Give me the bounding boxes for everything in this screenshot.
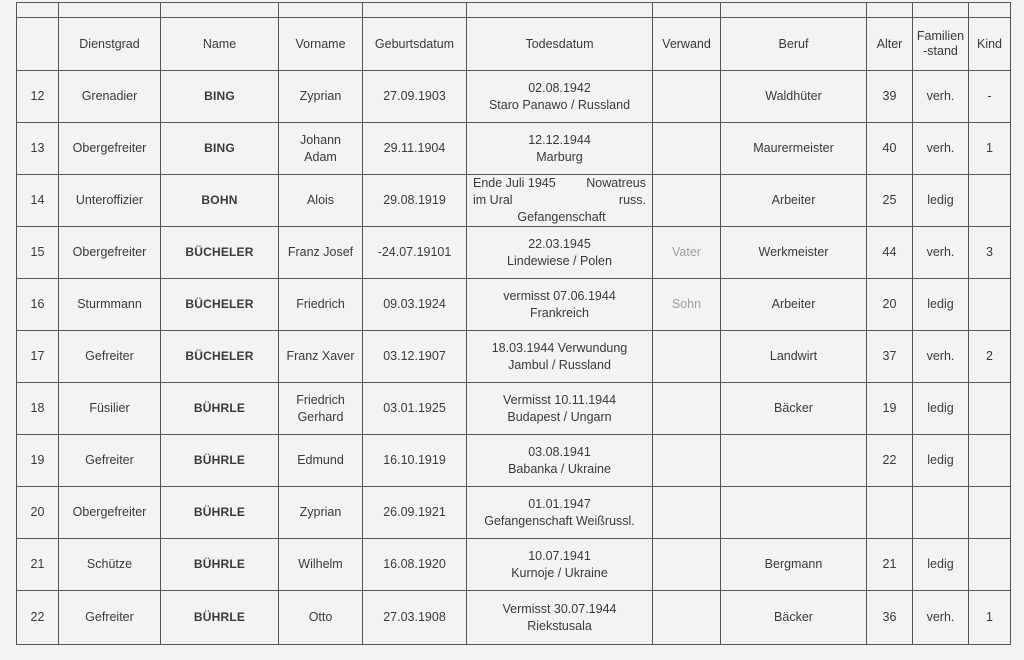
death-text: Riekstusala (527, 618, 592, 633)
death-text: Gefangenschaft Weißrussl. (484, 513, 635, 528)
death-text: 02.08.1942 (528, 80, 591, 95)
death-text: Budapest / Ungarn (507, 409, 612, 424)
cell-name: BING (161, 123, 279, 175)
cell-kind (969, 175, 1011, 227)
table-row (17, 383, 1011, 435)
cell-kind: - (969, 71, 1011, 123)
cell-familienstand: ledig (913, 175, 969, 227)
header-name: Name (161, 18, 279, 71)
blank-top-row (17, 3, 1011, 18)
cell-verwand: Vater (653, 227, 721, 279)
cell-verwand (653, 331, 721, 383)
cell-todesdatum (467, 123, 653, 175)
cell-familienstand: verh. (913, 591, 969, 645)
cell-nr: 20 (17, 487, 59, 539)
cell-verwand (653, 123, 721, 175)
death-text: 12.12.1944 (528, 132, 591, 147)
death-text: Ende Juli 1945 (473, 176, 556, 190)
cell-beruf: Maurermeister (721, 123, 867, 175)
cell-familienstand: ledig (913, 539, 969, 591)
cell-todesdatum (467, 435, 653, 487)
cell-kind: 3 (969, 227, 1011, 279)
cell-verwand (653, 383, 721, 435)
cell-beruf: Waldhüter (721, 71, 867, 123)
header-todesdatum: Todesdatum (467, 18, 653, 71)
cell-kind (969, 435, 1011, 487)
death-text: Kurnoje / Ukraine (511, 565, 608, 580)
cell-beruf: Bäcker (721, 591, 867, 645)
cell-verwand (653, 71, 721, 123)
cell-name: BOHN (161, 175, 279, 227)
cell-nr: 19 (17, 435, 59, 487)
cell-beruf: Arbeiter (721, 279, 867, 331)
cell-dienstgrad: Unteroffizier (59, 175, 161, 227)
cell-vorname: Zyprian (279, 71, 363, 123)
cell-geburtsdatum: 27.09.1903 (363, 71, 467, 123)
cell-alter: 37 (867, 331, 913, 383)
death-text: russ. (618, 193, 646, 207)
cell-nr: 14 (17, 175, 59, 227)
death-text: Staro Panawo / Russland (488, 97, 631, 112)
cell-geburtsdatum: 16.08.1920 (363, 539, 467, 591)
cell-nr: 12 (17, 71, 59, 123)
cell-todesdatum (467, 71, 653, 123)
cell-nr: 15 (17, 227, 59, 279)
death-text: Jambul / Russland (508, 357, 611, 372)
cell-geburtsdatum: 27.03.1908 (363, 591, 467, 645)
cell-todesdatum (467, 331, 653, 383)
header-beruf: Beruf (721, 18, 867, 71)
casualty-table (16, 2, 1011, 645)
table-row (17, 123, 1011, 175)
cell-vorname: Edmund (279, 435, 363, 487)
cell-beruf: Bäcker (721, 383, 867, 435)
cell-kind: 1 (969, 123, 1011, 175)
cell-dienstgrad: Füsilier (59, 383, 161, 435)
death-text: 10.07.1941 (528, 548, 591, 563)
cell-alter (867, 487, 913, 539)
cell-name: BÜCHELER (161, 227, 279, 279)
cell-beruf (721, 487, 867, 539)
cell-todesdatum (467, 487, 653, 539)
cell-geburtsdatum: 29.11.1904 (363, 123, 467, 175)
cell-dienstgrad: Sturmmann (59, 279, 161, 331)
cell-todesdatum (467, 539, 653, 591)
death-text: Nowatreus (586, 176, 646, 190)
cell-nr: 22 (17, 591, 59, 645)
header-nr (17, 18, 59, 71)
cell-todesdatum (467, 175, 653, 227)
cell-name: BÜHRLE (161, 383, 279, 435)
cell-vorname: Franz Josef (279, 227, 363, 279)
cell-kind (969, 487, 1011, 539)
death-text: Gefangenschaft (517, 210, 606, 224)
header-row (17, 18, 1011, 71)
cell-dienstgrad: Obergefreiter (59, 487, 161, 539)
table-row (17, 279, 1011, 331)
death-text: Marburg (536, 149, 583, 164)
death-text: vermisst 07.06.1944 (503, 288, 616, 303)
cell-alter: 40 (867, 123, 913, 175)
cell-familienstand: verh. (913, 123, 969, 175)
cell-name: BÜHRLE (161, 591, 279, 645)
death-text: Lindewiese / Polen (507, 253, 612, 268)
cell-alter: 21 (867, 539, 913, 591)
cell-geburtsdatum: 26.09.1921 (363, 487, 467, 539)
table-row (17, 487, 1011, 539)
cell-verwand (653, 435, 721, 487)
cell-kind (969, 383, 1011, 435)
cell-todesdatum (467, 227, 653, 279)
table-row (17, 539, 1011, 591)
cell-geburtsdatum: -24.07.19101 (363, 227, 467, 279)
cell-dienstgrad: Obergefreiter (59, 123, 161, 175)
cell-verwand (653, 487, 721, 539)
cell-verwand (653, 591, 721, 645)
cell-alter: 22 (867, 435, 913, 487)
death-text: im Ural (473, 193, 513, 207)
cell-alter: 25 (867, 175, 913, 227)
cell-beruf (721, 435, 867, 487)
cell-todesdatum (467, 279, 653, 331)
cell-name: BÜCHELER (161, 331, 279, 383)
cell-beruf: Werkmeister (721, 227, 867, 279)
cell-nr: 17 (17, 331, 59, 383)
cell-alter: 19 (867, 383, 913, 435)
cell-vorname: Otto (279, 591, 363, 645)
cell-todesdatum (467, 591, 653, 645)
header-familienstand: Familien -stand (913, 18, 969, 71)
cell-kind (969, 279, 1011, 331)
cell-dienstgrad: Gefreiter (59, 435, 161, 487)
cell-nr: 16 (17, 279, 59, 331)
cell-kind (969, 539, 1011, 591)
cell-dienstgrad: Gefreiter (59, 331, 161, 383)
header-vorname: Vorname (279, 18, 363, 71)
cell-alter: 39 (867, 71, 913, 123)
cell-familienstand: verh. (913, 71, 969, 123)
death-text: Vermisst 30.07.1944 (502, 601, 617, 616)
death-text: 03.08.1941 (528, 444, 591, 459)
death-text: Frankreich (529, 305, 590, 320)
cell-name: BÜHRLE (161, 435, 279, 487)
death-text: Vermisst 10.11.1944 (502, 392, 617, 407)
cell-beruf: Bergmann (721, 539, 867, 591)
cell-beruf: Landwirt (721, 331, 867, 383)
cell-vorname: Franz Xaver (279, 331, 363, 383)
death-text: Babanka / Ukraine (508, 461, 611, 476)
death-text: 01.01.1947 (528, 496, 591, 511)
cell-alter: 44 (867, 227, 913, 279)
cell-nr: 21 (17, 539, 59, 591)
cell-dienstgrad: Gefreiter (59, 591, 161, 645)
cell-geburtsdatum: 16.10.1919 (363, 435, 467, 487)
cell-nr: 13 (17, 123, 59, 175)
cell-alter: 36 (867, 591, 913, 645)
cell-vorname: Friedrich (279, 279, 363, 331)
header-alter: Alter (867, 18, 913, 71)
cell-dienstgrad: Grenadier (59, 71, 161, 123)
cell-familienstand: ledig (913, 383, 969, 435)
table-body (17, 71, 1011, 645)
cell-familienstand: ledig (913, 435, 969, 487)
cell-geburtsdatum: 29.08.1919 (363, 175, 467, 227)
cell-verwand (653, 175, 721, 227)
table-row (17, 591, 1011, 645)
cell-beruf: Arbeiter (721, 175, 867, 227)
cell-verwand (653, 539, 721, 591)
cell-vorname: Alois (279, 175, 363, 227)
table-row (17, 227, 1011, 279)
cell-familienstand: verh. (913, 331, 969, 383)
cell-nr: 18 (17, 383, 59, 435)
death-text: 22.03.1945 (528, 236, 591, 251)
table-row (17, 71, 1011, 123)
table-row (17, 331, 1011, 383)
cell-name: BING (161, 71, 279, 123)
header-kind: Kind (969, 18, 1011, 71)
cell-geburtsdatum: 03.12.1907 (363, 331, 467, 383)
header-dienstgrad: Dienstgrad (59, 18, 161, 71)
cell-geburtsdatum: 03.01.1925 (363, 383, 467, 435)
death-text: 18.03.1944 Verwundung (491, 340, 628, 355)
cell-dienstgrad: Obergefreiter (59, 227, 161, 279)
cell-familienstand (913, 487, 969, 539)
cell-geburtsdatum: 09.03.1924 (363, 279, 467, 331)
cell-vorname: Wilhelm (279, 539, 363, 591)
cell-name: BÜCHELER (161, 279, 279, 331)
cell-name: BÜHRLE (161, 539, 279, 591)
cell-kind: 2 (969, 331, 1011, 383)
cell-vorname: Johann Adam (279, 123, 363, 175)
cell-name: BÜHRLE (161, 487, 279, 539)
header-geburtsdatum: Geburtsdatum (363, 18, 467, 71)
cell-familienstand: verh. (913, 227, 969, 279)
header-verwand: Verwand (653, 18, 721, 71)
cell-vorname: Zyprian (279, 487, 363, 539)
cell-vorname: Friedrich Gerhard (279, 383, 363, 435)
cell-alter: 20 (867, 279, 913, 331)
cell-verwand: Sohn (653, 279, 721, 331)
table-row (17, 175, 1011, 227)
cell-kind: 1 (969, 591, 1011, 645)
cell-todesdatum (467, 383, 653, 435)
cell-dienstgrad: Schütze (59, 539, 161, 591)
table-row (17, 435, 1011, 487)
cell-familienstand: ledig (913, 279, 969, 331)
